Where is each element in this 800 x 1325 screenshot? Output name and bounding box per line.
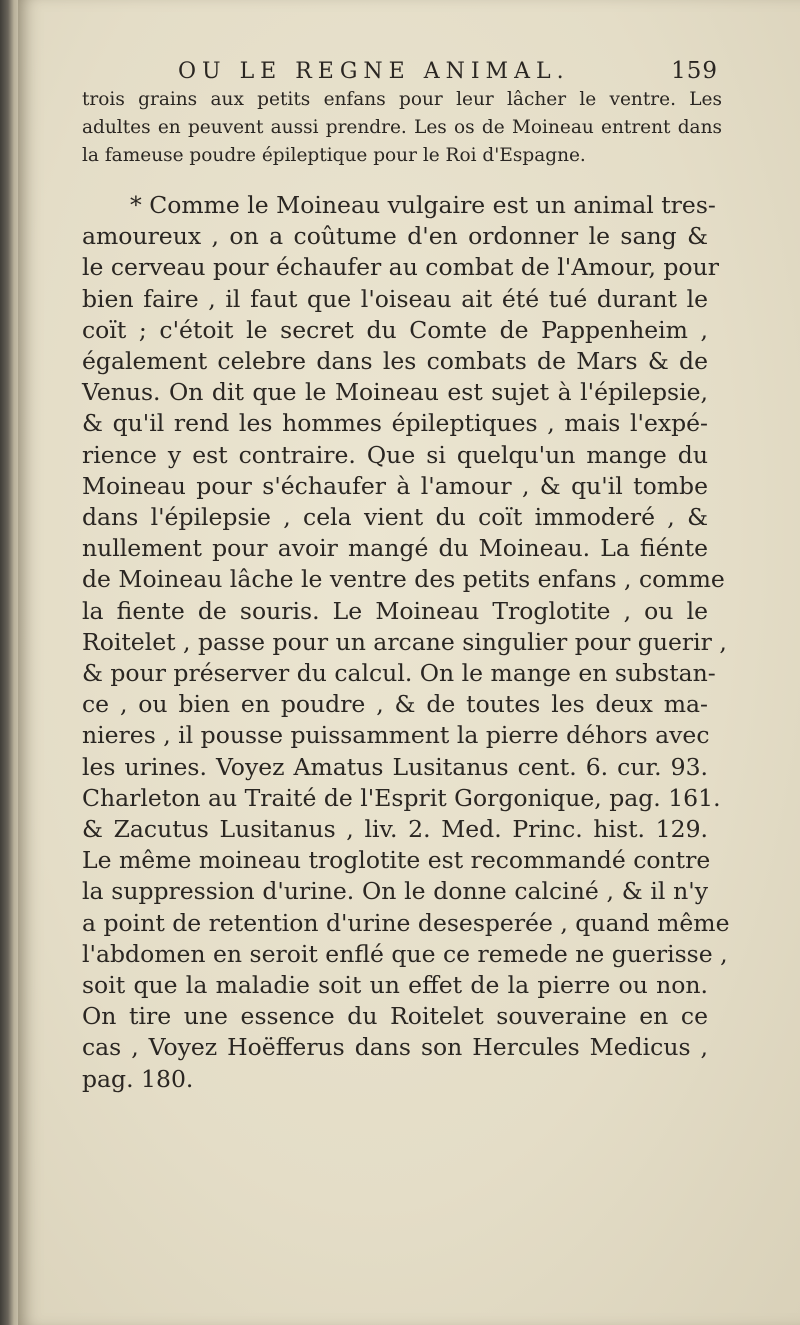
text-line: la fameuse poudre épileptique pour le Roi d'Espagne. <box>82 145 586 166</box>
text-line: Moineau pour s'échaufer à l'amour , & qu'il tombe <box>82 471 708 500</box>
text-line: rience y est contraire. Que si quelqu'un mange du <box>82 440 708 469</box>
text-line: nullement pour avoir mangé du Moineau. La fiénte <box>82 534 708 563</box>
text-line: coït ; c'étoit le secret du Comte de Pappenheim , <box>82 315 708 344</box>
text-line: ce , ou bien en poudre , & de toutes les deux ma- <box>82 690 708 719</box>
text-line: trois grains aux petits enfans pour leur lâcher le ventre. Les <box>82 89 722 110</box>
text-line: Charleton au Traité de l'Esprit Gorgonique, pag. 161. <box>82 783 721 812</box>
text-line: Le même moineau troglotite est recommandé contre <box>82 846 711 875</box>
text-line: de Moineau lâche le ventre des petits enfans , comme <box>82 565 725 594</box>
text-line: & Zacutus Lusitanus , liv. 2. Med. Princ. hist. 129. <box>82 815 708 844</box>
text-line: On tire une essence du Roitelet souveraine en ce <box>82 1002 708 1031</box>
text-line: bien faire , il faut que l'oiseau ait été tué durant le <box>82 284 708 313</box>
text-line: également celebre dans les combats de Mars & de <box>82 347 708 376</box>
text-line: le cerveau pour échaufer au combat de l'Amour, pour <box>82 253 719 282</box>
text-line: cas , Voyez Hoëfferus dans son Hercules Medicus , <box>82 1033 708 1062</box>
text-line: la suppression d'urine. On le donne calciné , & il n'y <box>82 877 708 906</box>
text-line: la fiente de souris. Le Moineau Troglotite , ou le <box>82 596 708 625</box>
paragraph-moineau <box>82 190 730 1095</box>
text-line: amoureux , on a coûtume d'en ordonner le sang & <box>82 222 708 251</box>
text-line: nieres , il pousse puissamment la pierre déhors avec <box>82 721 710 750</box>
text-line: * Comme le Moineau vulgaire est un animal tres- <box>130 191 716 219</box>
text-line: Venus. On dit que le Moineau est sujet à l'épilepsie, <box>82 378 708 407</box>
page-number: 159 <box>671 58 718 84</box>
text-line: soit que la maladie soit un effet de la pierre ou non. <box>82 971 708 1000</box>
text-line: adultes en peuvent aussi prendre. Les os de Moineau entrent dans <box>82 117 722 138</box>
text-line: Roitelet , passe pour un arcane singulier pour guerir , <box>82 627 727 656</box>
paragraph-continuation <box>82 86 722 170</box>
text-line: l'abdomen en seroit enflé que ce remede ne guerisse , <box>82 939 728 968</box>
text-line: & qu'il rend les hommes épileptiques , mais l'expé- <box>82 409 708 438</box>
text-line: pag. 180. <box>82 1064 194 1093</box>
text-line: a point de retention d'urine desesperée , quand même <box>82 908 730 937</box>
running-header <box>178 58 718 84</box>
text-line: dans l'épilepsie , cela vient du coït immoderé , & <box>82 503 708 532</box>
text-line: les urines. Voyez Amatus Lusitanus cent. 6. cur. 93. <box>82 752 708 781</box>
text-line: & pour préserver du calcul. On le mange en substan- <box>82 659 716 688</box>
header-title: OU LE REGNE ANIMAL. <box>178 59 570 84</box>
